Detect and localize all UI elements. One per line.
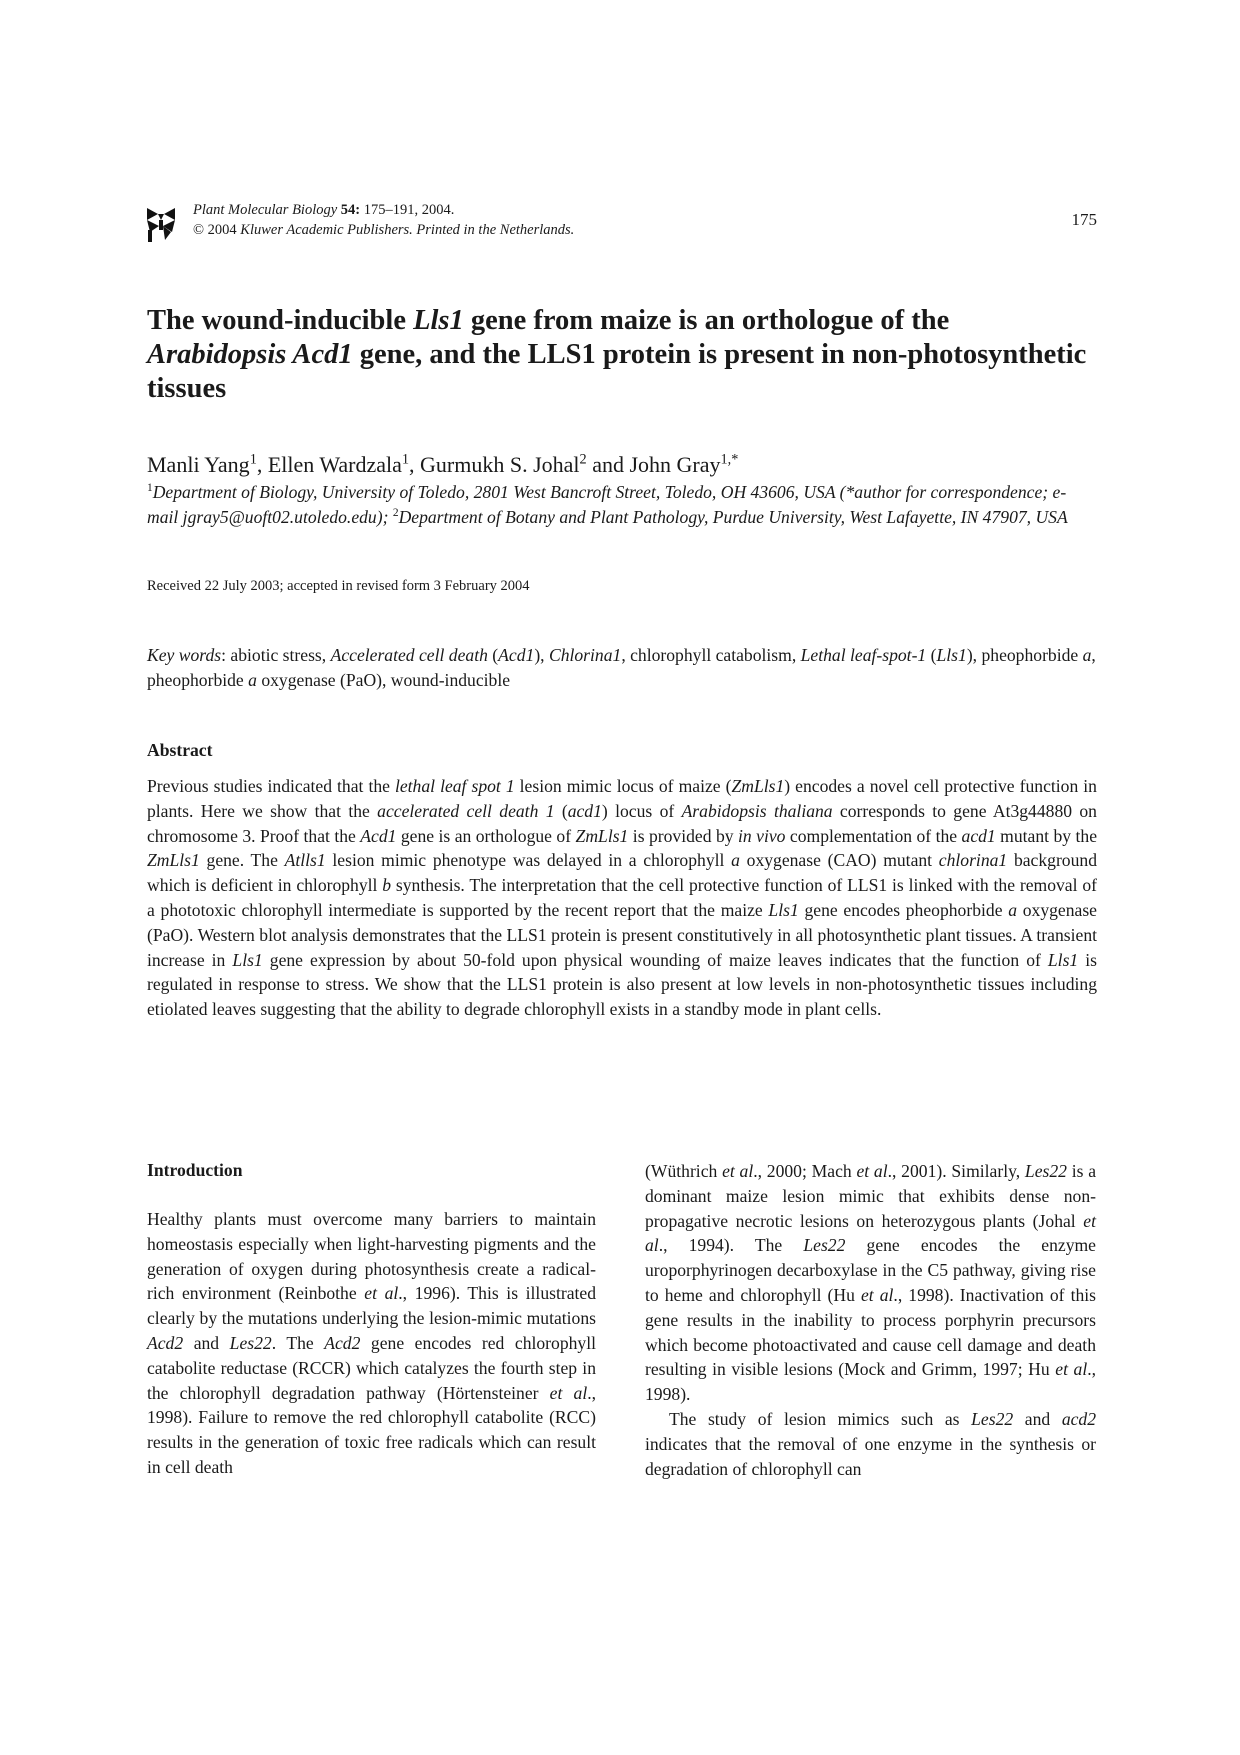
affiliations: $^1$Department of Biology, University of Toledo, 2801 West Bancroft Street, Toledo, OH 43606, USA (*author for correspondence; e-mail jgray5@uoft02.utoledo.edu); $^2$Department of Botany and Plant Pathology, Purdue University, West Lafayette, IN 47907, USA [147,482,1068,527]
author: Gurmukh S. Johal$^2$ and [420,451,630,477]
introduction-paragraph: (Wüthrich et al., 2000; Mach et al., 2001). Similarly, Les22 is a dominant maize lesion mimic that exhibits dense non-propagative necrotic lesions on heterozygous plants (Johal et al., 1994). The Les22 gene encodes the enzyme uroporphyrinogen decarboxylase in the C5 pathway, giving rise to heme and chlorophyll (Hu et al., 1998). Inactivation of this gene results in the inability to process porphyrin precursors which become photoactivated and cause cell damage and death resulting in visible lesions (Mock and Grimm, 1997; Hu et al., 1998). [645,1161,1097,1405]
author: Ellen Wardzala$^1$, [267,451,421,477]
kluwer-tree-logo-icon [147,206,175,242]
introduction-column-left: Healthy plants must overcome many barriers to maintain homeostasis especially when light-harvesting pigments and the generation of oxygen during photosynthesis create a radical-rich environment (Reinbothe et al., 1996). This is illustrated clearly by the mutations underlying the lesion-mimic mutations Acd2 and Les22. The Acd2 gene encodes red chlorophyll catabolite reductase (RCCR) which catalyzes the fourth step in the chlorophyll degradation pathway (Hörtensteiner et al., 1998). Failure to remove the red chlorophyll catabolite (RCC) results in the generation of toxic free radicals which can result in cell death [147,1209,597,1477]
introduction-heading: Introduction [147,1160,243,1180]
introduction-paragraph: The study of lesion mimics such as Les22 and acd2 indicates that the removal of one enzyme in the synthesis or degradation of chlorophyll can [645,1408,1097,1479]
author: Manli Yang$^1$, [147,451,268,477]
received-dates: Received 22 July 2003; accepted in revised form 3 February 2004 [147,578,530,594]
author: John Gray$^{1,*}$ [629,451,739,477]
keywords: Key words: abiotic stress, Accelerated cell death (Acd1), Chlorina1, chlorophyll catabolism, Lethal leaf-spot-1 (Lls1), pheophorbide a, pheophorbide a oxygenase (PaO), wound-inducible [147,645,1096,690]
abstract-heading: Abstract [147,740,213,760]
journal-header [147,200,1097,250]
abstract-text: Previous studies indicated that the lethal leaf spot 1 lesion mimic locus of maize (ZmLls1) encodes a novel cell protective function in plants. Here we show that the accelerated cell death 1 (acd1) locus of Arabidopsis thaliana corresponds to gene At3g44880 on chromosome 3. Proof that the Acd1 gene is an orthologue of ZmLls1 is provided by in vivo complementation of the acd1 mutant by the ZmLls1 gene. The Atlls1 lesion mimic phenotype was delayed in a chlorophyll a oxygenase (CAO) mutant chlorina1 background which is deficient in chlorophyll b synthesis. The interpretation that the cell protective function of LLS1 is linked with the removal of a phototoxic chlorophyll intermediate is supported by the recent report that the maize Lls1 gene encodes pheophorbide a oxygenase (PaO). Western blot analysis demonstrates that the LLS1 protein is present constitutively in all photosynthetic plant tissues. A transient increase in Lls1 gene expression by about 50-fold upon physical wounding of maize leaves indicates that the function of Lls1 is regulated in response to stress. We show that the LLS1 protein is also present at low levels in non-photosynthetic tissues including etiolated leaves suggesting that the ability to degrade chlorophyll exists in a standby mode in plant cells. [147,776,1098,1020]
copyright-line: © 2004 Kluwer Academic Publishers. Printed in the Netherlands. [193,222,575,238]
paper-title: The wound-inducible Lls1 gene from maize is an orthologue of the Arabidopsis Acd1 gene, and the LLS1 protein is present in non-photosynthetic tissues [147,305,1087,404]
journal-citation: Plant Molecular Biology 54: 175–191, 2004. [193,202,455,218]
author-list [147,452,1097,478]
introduction-column-right [645,1159,1096,1481]
page-number: 175 [1071,210,1097,229]
